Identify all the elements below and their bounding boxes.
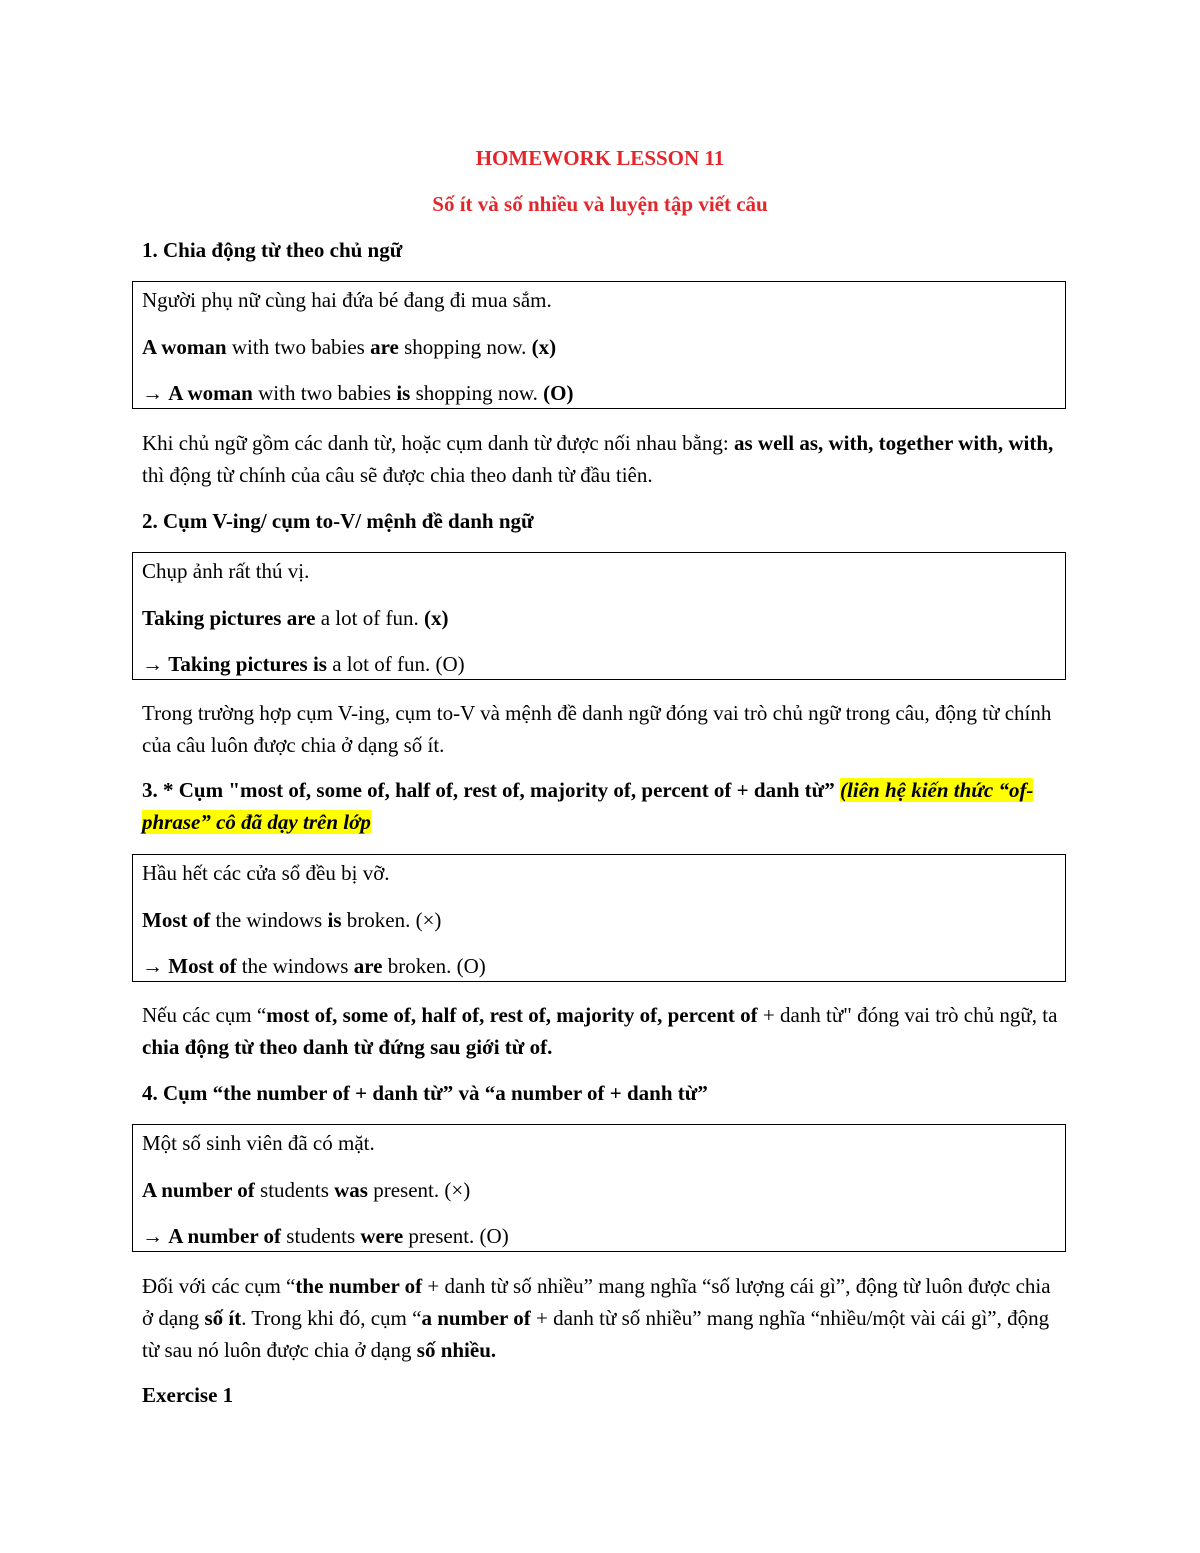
example-correct: → A woman with two babies is shopping now. (O) — [142, 381, 574, 405]
section-4-heading: 4. Cụm “the number of + danh từ” và “a number of + danh từ” — [142, 1081, 708, 1105]
example-wrong: Most of the windows is broken. (×) — [142, 908, 442, 932]
section-4-explanation: Đối với các cụm “the number of + danh từ số nhiều” mang nghĩa “số lượng cái gì”, động từ luôn được chia ở dạng số ít. Trong khi đó, cụm “a number of + danh từ số nhiều” mang nghĩa “nhiều/một vài cái gì”, động từ sau nó luôn được chia ở dạng số nhiều. — [142, 1274, 1051, 1362]
section-1-example-box — [132, 281, 1066, 409]
section-2-explanation: Trong trường hợp cụm V-ing, cụm to-V và mệnh đề danh ngữ đóng vai trò chủ ngữ trong câu, động từ chính của câu luôn được chia ở dạng số ít. — [142, 701, 1052, 757]
section-3-heading: 3. * Cụm "most of, some of, half of, rest of, majority of, percent of + danh từ” (liên hệ kiến thức “of-phrase” cô đã dạy trên lớp — [142, 778, 1034, 834]
section-3-explanation: Nếu các cụm “most of, some of, half of, rest of, majority of, percent of + danh từ" đóng vai trò chủ ngữ, ta chia động từ theo danh từ đứng sau giới từ of. — [142, 1003, 1058, 1059]
section-2-heading: 2. Cụm V-ing/ cụm to-V/ mệnh đề danh ngữ — [142, 509, 534, 533]
example-wrong: A woman with two babies are shopping now. (x) — [142, 335, 557, 359]
page-title: HOMEWORK LESSON 11 — [475, 146, 725, 170]
example-wrong: Taking pictures are a lot of fun. (x) — [142, 606, 449, 630]
page-subtitle: Số ít và số nhiều và luyện tập viết câu — [432, 192, 768, 216]
example-wrong: A number of students was present. (×) — [142, 1178, 471, 1202]
section-1-heading: 1. Chia động từ theo chủ ngữ — [142, 238, 403, 262]
section-2-example-box — [132, 552, 1066, 680]
example-translation: Hầu hết các cửa sổ đều bị vỡ. — [142, 861, 390, 885]
example-correct: → Most of the windows are broken. (O) — [142, 954, 486, 978]
section-4-example-box — [132, 1124, 1066, 1252]
example-translation: Một số sinh viên đã có mặt. — [142, 1131, 375, 1155]
example-correct: → Taking pictures is a lot of fun. (O) — [142, 652, 465, 676]
section-3-example-box — [132, 854, 1066, 982]
exercise-heading: Exercise 1 — [142, 1383, 234, 1407]
highlighted-note: (liên hệ kiến thức “of-phrase” cô đã dạy trên lớp — [142, 778, 1034, 834]
example-correct: → A number of students were present. (O) — [142, 1224, 509, 1248]
example-translation: Người phụ nữ cùng hai đứa bé đang đi mua sắm. — [142, 288, 552, 312]
section-1-explanation: Khi chủ ngữ gồm các danh từ, hoặc cụm danh từ được nối nhau bằng: as well as, with, together with, with, thì động từ chính của câu sẽ được chia theo danh từ đầu tiên. — [142, 431, 1054, 487]
example-translation: Chụp ảnh rất thú vị. — [142, 559, 310, 583]
